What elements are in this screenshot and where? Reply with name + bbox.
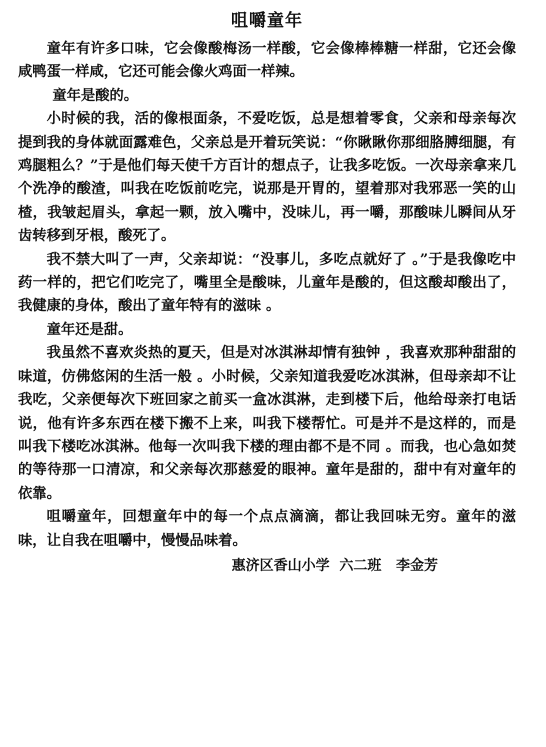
author-signature: 惠济区香山小学 六二班 李金芳 [231, 557, 438, 574]
paragraph-intro: 童年有许多口味，它会像酸梅汤一样酸，它会像棒棒糖一样甜，它还会像咸鸭蛋一样咸，它还可能会像火鸡面一样辣。 [18, 41, 516, 81]
document-title: 咀嚼童年 [231, 11, 303, 31]
paragraph-sour-heading: 童年是酸的。 [52, 87, 139, 104]
paragraph-sour-story: 小时候的我，活的像根面条，不爱吃饭，总是想着零食，父亲和母亲每次提到我的身体就面露难色，父亲总是开着玩笑说：“你瞅瞅你那细胳膊细腿，有鸡腿粗么？”于是他们每天使千方百计的想点子，让我多吃饭。一次母亲拿来几个洗净的酸渣，叫我在吃饭前吃完，说那是开胃的，望着那对我邪恶一笑的山楂，我皱起眉头，拿起一颗，放入嘴中，没味儿，再一嚼，那酸味儿瞬间从牙齿转移到牙根，酸死了。 [18, 111, 516, 245]
paragraph-conclusion: 咀嚼童年，回想童年中的每一个点点滴滴，都让我回味无穷。童年的滋味，让自我在咀嚼中，慢慢品味着。 [18, 509, 516, 549]
paragraph-sweet-story: 我虽然不喜欢炎热的夏天，但是对冰淇淋却情有独钟 ，我喜欢那种甜甜的味道，仿佛悠闲的生活一般 。小时候，父亲知道我爱吃冰淇淋，但母亲却不让我吃，父亲便每次下班回家之前买一盒冰淇淋，走到楼下后，他给母亲打电话说，他有许多东西在楼下搬不上来，叫我下楼帮忙。可是并不是这样的，而是叫我下楼吃冰淇淋。他每一次叫我下楼的理由都不是不同 。而我，也心急如焚的等待那一口清凉，和父亲每次那慈爱的眼神。童年是甜的，甜中有对童年的依靠。 [18, 345, 516, 502]
paragraph-sweet-heading: 童年还是甜。 [46, 321, 133, 338]
paragraph-sour-ending: 我不禁大叫了一声，父亲却说：“没事儿，多吃点就好了 。”于是我像吃中药一样的，把它们吃完了，嘴里全是酸味，儿童年是酸的，但这酸却酸出了，我健康的身体，酸出了童年特有的滋味 。 [18, 251, 516, 315]
